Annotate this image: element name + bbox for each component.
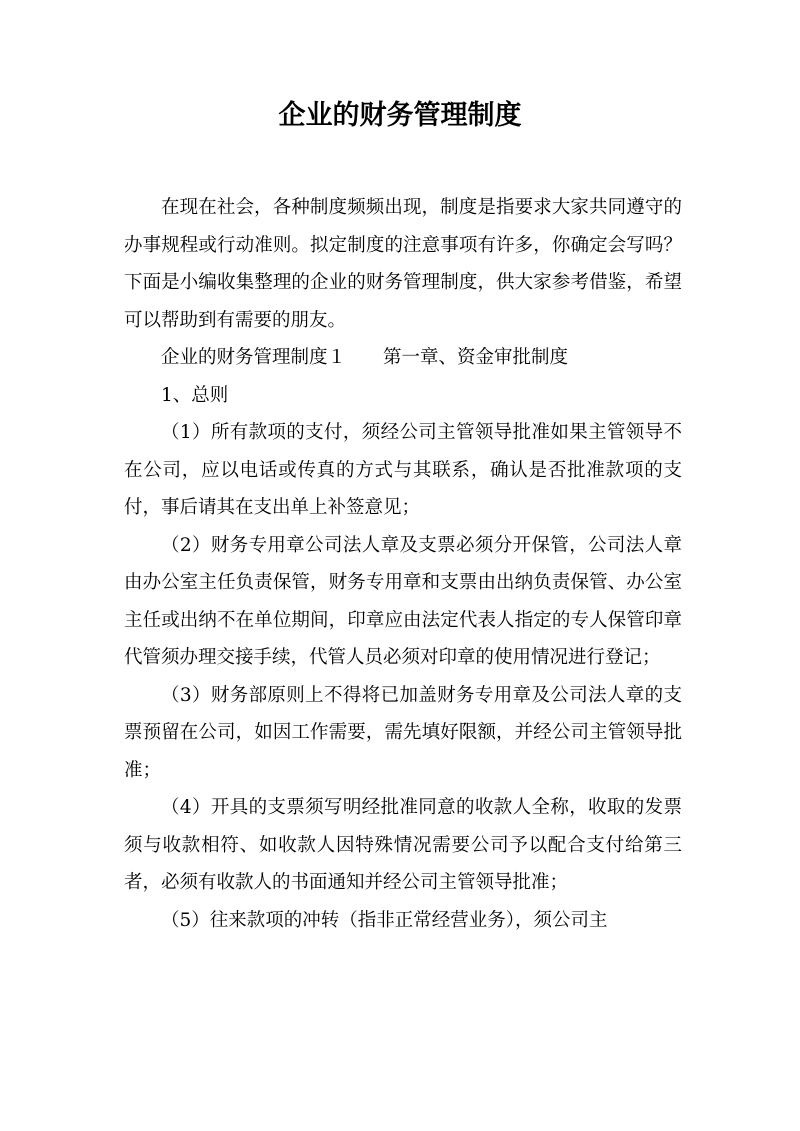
rule-paragraph-1: （1）所有款项的支付，须经公司主管领导批准如果主管领导不在公司，应以电话或传真的方式与其联系，确认是否批准款项的支付，事后请其在支出单上补签意见； <box>124 422 682 518</box>
document-title: 企业的财务管理制度 <box>278 100 522 131</box>
intro-paragraph: 在现在社会，各种制度频频出现，制度是指要求大家共同遵守的办事规程或行动准则。拟定制度的注意事项有许多，你确定会写吗？下面是小编收集整理的企业的财务管理制度，供大家参考借鉴，希望可以帮助到有需要的朋友。 <box>124 197 682 331</box>
rule-paragraph-3: （3）财务部原则上不得将已加盖财务专用章及公司法人章的支票预留在公司，如因工作需要，需先填好限额，并经公司主管领导批准； <box>124 684 682 781</box>
rule-paragraph-5: （5）往来款项的冲转（指非正常经营业务），须公司主 <box>161 909 608 931</box>
subsection-heading: 1、总则 <box>161 384 229 406</box>
section-heading: 企业的财务管理制度１ 第一章、资金审批制度 <box>161 347 569 368</box>
rule-paragraph-2: （2）财务专用章公司法人章及支票必须分开保管，公司法人章由办公室主任负责保管，财务专用章和支票由出纳负责保管、办公室主任或出纳不在单位期间，印章应由法定代表人指定的专人保管印章代管须办理交接手续，代管人员必须对印章的使用情况进行登记； <box>124 534 682 668</box>
rule-paragraph-4: （4）开具的支票须写明经批准同意的收款人全称，收取的发票须与收款相符、如收款人因特殊情况需要公司予以配合支付给第三者，必须有收款人的书面通知并经公司主管领导批准； <box>124 797 682 893</box>
document-body <box>124 189 682 939</box>
